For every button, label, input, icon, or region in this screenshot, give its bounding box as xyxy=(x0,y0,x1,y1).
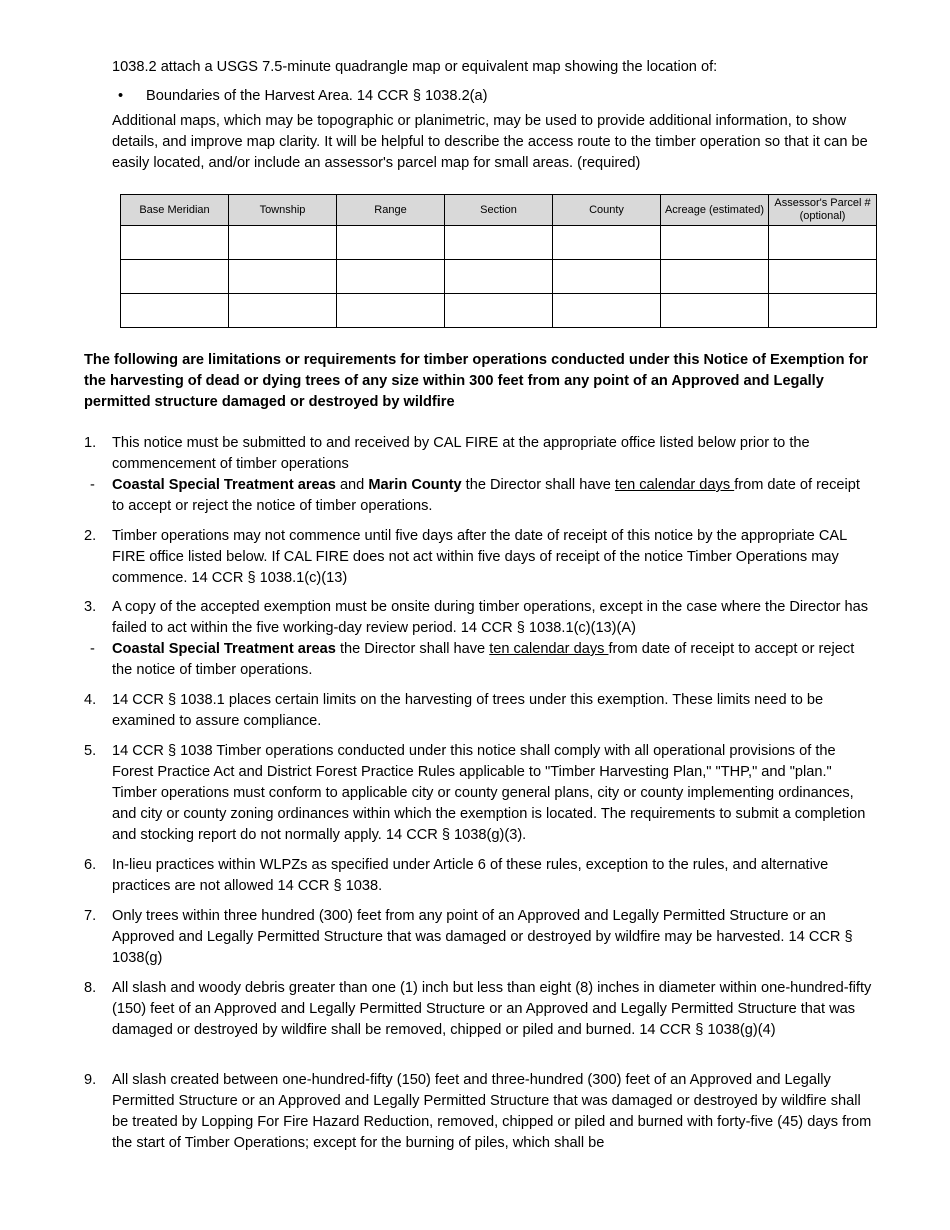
item-number: 7. xyxy=(84,908,97,924)
bullet-icon: • xyxy=(118,88,124,104)
dash-icon: - xyxy=(90,477,95,493)
sub-item xyxy=(90,639,874,681)
bullet-item xyxy=(118,86,878,107)
sub-bold-text: Marin County xyxy=(368,477,462,493)
header-township: Township xyxy=(229,195,337,226)
sub-underlined-text: ten calendar days xyxy=(614,477,735,493)
list-item xyxy=(84,855,874,897)
table-cell[interactable] xyxy=(121,226,229,260)
table-cell[interactable] xyxy=(445,260,553,294)
sub-bold-text: Coastal Special Treatment areas xyxy=(112,477,336,493)
header-county: County xyxy=(553,195,661,226)
table-cell[interactable] xyxy=(769,260,877,294)
table-cell[interactable] xyxy=(553,260,661,294)
item-number: 1. xyxy=(84,435,97,451)
header-assessors-parcel: Assessor's Parcel # (optional) xyxy=(769,195,877,226)
item-number: 2. xyxy=(84,528,97,544)
list-item xyxy=(84,741,874,846)
list-item xyxy=(84,978,874,1041)
table-header-row xyxy=(121,195,877,226)
item-text: This notice must be submitted to and received by CAL FIRE at the appropriate office listed below prior to the commencement of timber operations xyxy=(112,435,810,472)
table-cell[interactable] xyxy=(121,294,229,328)
item-text: 14 CCR § 1038 Timber operations conducted under this notice shall comply with all operational provisions of the Forest Practice Act and District Forest Practice Rules applicable to "Timber Harvesting Plan," "THP," and "plan." Timber operations must conform to applicable city or county general plans, city or county implementing ordinances, and city or county zoning ordinances within which the exemption is located. The requirements to submit a completion and stocking report do not normally apply. 14 CCR § 1038(g)(3). xyxy=(112,743,866,843)
additional-maps-paragraph: Additional maps, which may be topographic or planimetric, may be used to provide additional information, to show details, and improve map clarity. It will be helpful to describe the access route to the timber operation so that it can be easily located, and/or include an assessor's parcel map for small areas. (required) xyxy=(112,113,868,171)
sub-text: from date of receipt to accept or reject the notice of timber operations. xyxy=(112,477,860,514)
bullet-text: Boundaries of the Harvest Area. 14 CCR § 1038.2(a) xyxy=(146,88,488,104)
table-cell[interactable] xyxy=(553,294,661,328)
table-cell[interactable] xyxy=(769,226,877,260)
intro-paragraph: 1038.2 attach a USGS 7.5-minute quadrangle map or equivalent map showing the location of: xyxy=(112,59,718,75)
table-cell[interactable] xyxy=(661,294,769,328)
list-item xyxy=(84,1070,874,1154)
item-number: 6. xyxy=(84,857,97,873)
item-text: In-lieu practices within WLPZs as specified under Article 6 of these rules, exception to the rules, and alternative practices are not allowed 14 CCR § 1038. xyxy=(112,857,829,894)
sub-underlined-text: ten calendar days xyxy=(489,641,609,657)
table-row xyxy=(121,260,877,294)
limitations-heading: The following are limitations or requirements for timber operations conducted under this Notice of Exemption for the harvesting of dead or dying trees of any size within 300 feet from any point of an Approved and Legally permitted structure damaged or destroyed by wildfire xyxy=(84,352,869,410)
table-cell[interactable] xyxy=(337,260,445,294)
item-number: 9. xyxy=(84,1072,97,1088)
table-cell[interactable] xyxy=(121,260,229,294)
sub-item xyxy=(90,475,874,517)
item-text: All slash and woody debris greater than one (1) inch but less than eight (8) inches in diameter within one-hundred-fifty (150) feet of an Approved and Legally Permitted Structure or an Approved and Legally Permitted Structure that was damaged or destroyed by wildfire shall be removed, chipped or piled and burned. 14 CCR § 1038(g)(4) xyxy=(112,980,872,1038)
table-row xyxy=(121,226,877,260)
table-cell[interactable] xyxy=(769,294,877,328)
item-text: All slash created between one-hundred-fifty (150) feet and three-hundred (300) feet of an Approved and Legally Permitted Structure or an Approved and Legally Permitted Structure that was damaged or destroyed by wildfire shall be treated by Lopping For Fire Hazard Reduction, removed, chipped or piled and burned with forty-five (45) days from the start of Timber Operations; except for the burning of piles, which shall be xyxy=(112,1072,872,1151)
sub-text: the Director shall have xyxy=(461,477,615,493)
header-base-meridian: Base Meridian xyxy=(121,195,229,226)
table-cell[interactable] xyxy=(553,226,661,260)
list-item xyxy=(84,597,874,681)
header-acreage: Acreage (estimated) xyxy=(661,195,769,226)
table-cell[interactable] xyxy=(661,260,769,294)
item-number: 8. xyxy=(84,980,97,996)
item-text: 14 CCR § 1038.1 places certain limits on the harvesting of trees under this exemption. These limits need to be examined to assure compliance. xyxy=(112,692,824,729)
table-row xyxy=(121,294,877,328)
table-cell[interactable] xyxy=(229,260,337,294)
item-text: A copy of the accepted exemption must be onsite during timber operations, except in the case where the Director has failed to act within the five working-day review period. 14 CCR § 1038.1(c)(13)(A) xyxy=(112,599,869,636)
list-item xyxy=(84,690,874,732)
item-number: 5. xyxy=(84,743,97,759)
item-number: 3. xyxy=(84,599,97,615)
header-range: Range xyxy=(337,195,445,226)
dash-icon: - xyxy=(90,641,95,657)
table-cell[interactable] xyxy=(229,294,337,328)
item-text: Only trees within three hundred (300) feet from any point of an Approved and Legally Permitted Structure or an Approved and Legally Permitted Structure that was damaged or destroyed by wildfire may be harvested. 14 CCR § 1038(g) xyxy=(112,908,853,966)
list-item xyxy=(84,433,874,517)
table-cell[interactable] xyxy=(337,226,445,260)
item-text: Timber operations may not commence until five days after the date of receipt of this notice by the appropriate CAL FIRE office listed below. If CAL FIRE does not act within five days of receipt of the notice Timber Operations may commence. 14 CCR § 1038.1(c)(13) xyxy=(112,528,847,586)
item-number: 4. xyxy=(84,692,97,708)
sub-bold-text: Coastal Special Treatment areas xyxy=(112,641,336,657)
table-cell[interactable] xyxy=(337,294,445,328)
sub-text: the Director shall have xyxy=(335,641,490,657)
table-cell[interactable] xyxy=(661,226,769,260)
table-cell[interactable] xyxy=(445,226,553,260)
list-item xyxy=(84,526,874,589)
table-cell[interactable] xyxy=(445,294,553,328)
sub-text: from date of receipt to accept or reject the notice of timber operations. xyxy=(112,641,855,678)
table-cell[interactable] xyxy=(229,226,337,260)
sub-text: and xyxy=(335,477,369,493)
list-item xyxy=(84,906,874,969)
location-table xyxy=(120,194,877,328)
header-section: Section xyxy=(445,195,553,226)
